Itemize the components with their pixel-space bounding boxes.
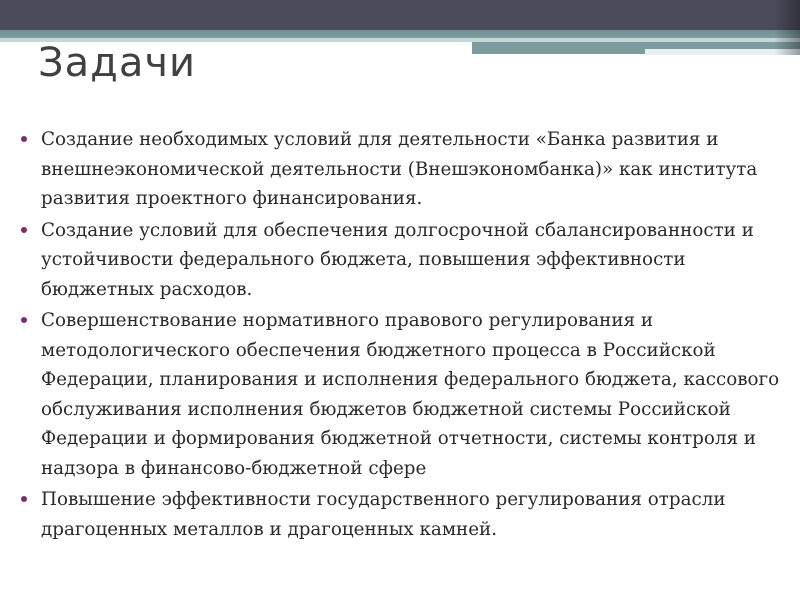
bullet-text: Совершенствование нормативного правового регулирования и методологического обеспечения бюджетного процесса в Российской Федерации, планирования и исполнения федерального бюджета, кассового обслуживания исполнения бюджетов бюджетной системы Российской Федерации и формирования бюджетной отчетности, системы контроля и надзора в финансово-бюджетной сфере [41, 310, 780, 479]
bullet-item [20, 306, 790, 483]
header-band [0, 0, 800, 30]
bullet-item [20, 216, 790, 305]
bullet-dot-icon [21, 317, 27, 323]
bullet-dot-icon [21, 227, 27, 233]
bullet-item [20, 485, 790, 544]
bullet-text: Создание необходимых условий для деятельности «Банка развития и внешнеэкономической деятельности (Внешэкономбанка)» как института развития проектного финансирования. [41, 129, 758, 209]
header-edge-shadow [774, 0, 800, 55]
bullet-text: Создание условий для обеспечения долгосрочной сбалансированности и устойчивости федерального бюджета, повышения эффективности бюджетных расходов. [41, 219, 754, 300]
bullet-item [20, 125, 790, 214]
slide-title: Задачи [38, 40, 196, 86]
bullet-list [20, 125, 790, 546]
bullet-dot-icon [21, 496, 27, 502]
bullet-dot-icon [21, 136, 27, 142]
bullet-text: Повышение эффективности государственного регулирования отрасли драгоценных металлов и драгоценных камней. [41, 489, 726, 540]
